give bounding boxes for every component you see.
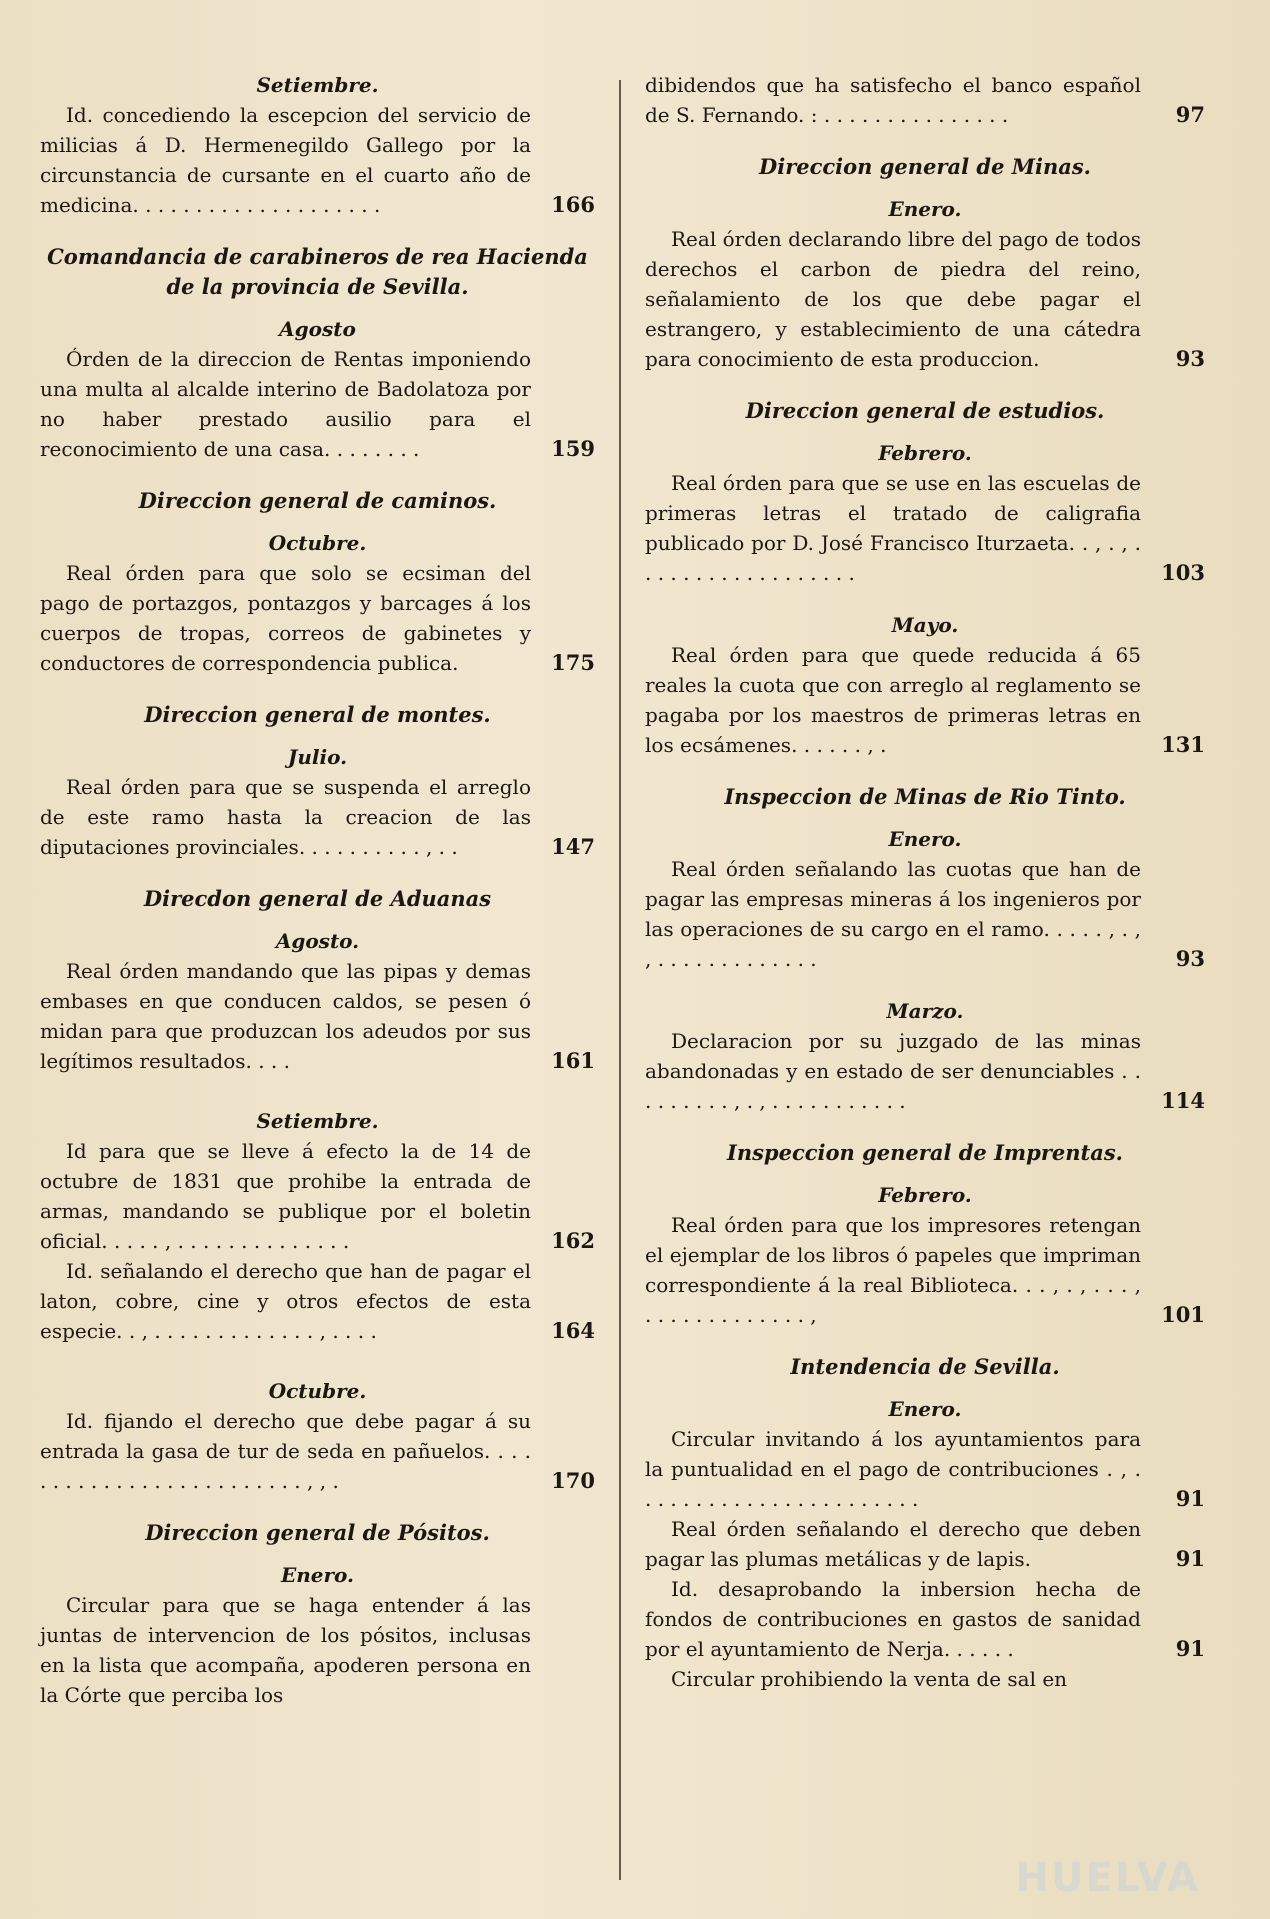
month-heading: Marzo.: [886, 999, 964, 1023]
page-number: 91: [1175, 1636, 1205, 1661]
page-number: 97: [1175, 102, 1205, 127]
page-number: 114: [1161, 1088, 1205, 1113]
index-entry: [645, 1026, 1205, 1116]
entry-text: Real órden para que quede reducida á 65 reales la cuota que con arreglo al reglamento se pagaba por los maestros de primeras letras en los ecsámenes. . . . . . , .: [645, 643, 1141, 757]
index-entry: [645, 1514, 1205, 1574]
library-watermark: HUELVA: [1015, 1855, 1200, 1901]
column-divider: [619, 80, 621, 1880]
entry-text: Órden de la direccion de Rentas imponiendo una multa al alcalde interino de Badolatoza por no haber prestado ausilio para el reconocimiento de una casa. . . . . . . .: [40, 347, 531, 461]
month-heading: Enero.: [888, 827, 962, 851]
month-heading: Enero.: [888, 1397, 962, 1421]
page-number: 93: [1175, 946, 1205, 971]
page-number: 164: [551, 1318, 595, 1343]
page-number: 91: [1175, 1546, 1205, 1571]
entry-text: Real órden para que se suspenda el arreglo de este ramo hasta la creacion de las diputaciones provinciales. . . . . . . . . . , . .: [40, 775, 531, 859]
index-entry: [645, 70, 1205, 130]
month-heading: Mayo.: [891, 613, 959, 637]
index-entry: [40, 344, 595, 464]
entry-text: Real órden señalando el derecho que deben pagar las plumas metálicas y de lapis.: [645, 1517, 1141, 1571]
page-number: 162: [551, 1228, 595, 1253]
section-heading: Intendencia de Sevilla.: [790, 1354, 1060, 1379]
page-number: 159: [551, 436, 595, 461]
entry-text: Circular invitando á los ayuntamientos para la puntualidad en el pago de contribuciones . , . . . . . . . . . . . . . . . . . . . . . . .: [645, 1427, 1141, 1511]
entry-text: Real órden para que los impresores retengan el ejemplar de los libros ó papeles que impriman correspondiente á la real Biblioteca. . . , . , . . . , . . . . . . . . . . . . . ,: [645, 1213, 1141, 1327]
month-heading: Agosto.: [275, 929, 360, 953]
page-number: 101: [1161, 1302, 1205, 1327]
entry-text: Id para que se lleve á efecto la de 14 de octubre de 1831 que prohibe la entrada de armas, mandando se publique por el boletin oficial. . . . . , . . . . . . . . . . . . . .: [40, 1139, 531, 1253]
entry-text: Real órden para que solo se ecsiman del pago de portazgos, pontazgos y barcages á los cuerpos de tropas, correos de gabinetes y conductores de correspondencia publica.: [40, 561, 531, 675]
entry-text: Id. fijando el derecho que debe pagar á su entrada la gasa de tur de seda en pañuelos. . . . . . . . . . . . . . . . . . . . . . . . . , , .: [40, 1409, 531, 1493]
page-number: 131: [1161, 732, 1205, 757]
index-entry: [40, 558, 595, 678]
index-entry: [645, 468, 1205, 588]
entry-text: Circular prohibiendo la venta de sal en: [671, 1667, 1068, 1691]
page-number: 161: [551, 1048, 595, 1073]
section-heading: Direccion general de Pósitos.: [145, 1520, 490, 1545]
page-number: 166: [551, 192, 595, 217]
month-heading: Enero.: [888, 197, 962, 221]
section-heading: Direccion general de montes.: [144, 702, 491, 727]
section-heading: Direcdon general de Aduanas: [143, 886, 492, 911]
page-number: 93: [1175, 346, 1205, 371]
month-heading: Setiembre.: [256, 73, 379, 97]
entry-text: Id. señalando el derecho que han de pagar el laton, cobre, cine y otros efectos de esta especie. . , . . . . . . . . . . . . . , . . . .: [40, 1259, 531, 1343]
section-heading: Inspeccion general de Imprentas.: [727, 1140, 1123, 1165]
month-heading: Julio.: [287, 745, 348, 769]
entry-text: Real órden mandando que las pipas y demas embases en que conducen caldos, se pesen ó midan para que produzcan los adeudos por sus legítimos resultados. . . .: [40, 959, 531, 1073]
entry-text: Circular para que se haga entender á las juntas de intervencion de los pósitos, inclusas en la lista que acompaña, apoderen persona en la Córte que perciba los: [40, 1593, 531, 1707]
page-number: 147: [551, 834, 595, 859]
section-heading: Direccion general de caminos.: [138, 488, 497, 513]
entry-text: Real órden para que se use en las escuelas de primeras letras el tratado de caligrafia publicado por D. José Francisco Iturzaeta. . , . , . . . . . . . . . . . . . . . . . .: [645, 471, 1141, 585]
index-entry: [40, 1256, 595, 1346]
index-entry: [645, 224, 1205, 374]
index-entry: [645, 1574, 1205, 1664]
page-number: 103: [1161, 560, 1205, 585]
section-heading: Direccion general de estudios.: [745, 398, 1105, 423]
month-heading: Agosto: [279, 317, 356, 341]
index-entry: [645, 1664, 1205, 1694]
entry-text: Declaracion por su juzgado de las minas abandonadas y en estado de ser denunciables . . . . . . . . . , . , . . . . . . . . . . .: [645, 1029, 1141, 1113]
month-heading: Octubre.: [268, 531, 367, 555]
index-entry: [40, 100, 595, 220]
entry-text: Id. concediendo la escepcion del servicio de milicias á D. Hermenegildo Gallego por la circunstancia de cursante en el cuarto año de medicina. . . . . . . . . . . . . . . . . . . .: [40, 103, 531, 217]
month-heading: Febrero.: [878, 1183, 972, 1207]
index-entry: [40, 1590, 595, 1710]
section-heading: Comandancia de carabineros de rea Hacienda de la provincia de Sevilla.: [47, 244, 588, 299]
month-heading: Setiembre.: [256, 1109, 379, 1133]
entry-text: Real órden señalando las cuotas que han de pagar las empresas mineras á los ingenieros por las operaciones de su cargo en el ramo. . . . . , . , , . . . . . . . . . . . . .: [645, 857, 1141, 971]
section-heading: Inspeccion de Minas de Rio Tinto.: [724, 784, 1126, 809]
index-entry: [645, 1424, 1205, 1514]
page-number: 91: [1175, 1486, 1205, 1511]
month-heading: Enero.: [281, 1563, 354, 1587]
entry-text: dibidendos que ha satisfecho el banco español de S. Fernando. : . . . . . . . . . . . . . . .: [645, 73, 1141, 127]
right-column: [645, 70, 1205, 1694]
index-entry: [40, 956, 595, 1076]
entry-text: Id. desaprobando la inbersion hecha de fondos de contribuciones en gastos de sanidad por el ayuntamiento de Nerja. . . . . .: [645, 1577, 1141, 1661]
index-entry: [40, 772, 595, 862]
entry-text: Real órden declarando libre del pago de todos derechos el carbon de piedra del reino, señalamiento de los que debe pagar el estrangero, y establecimiento de una cátedra para conocimiento de esta produccion.: [645, 227, 1141, 371]
month-heading: Febrero.: [878, 441, 972, 465]
index-entry: [40, 1136, 595, 1256]
section-heading: Direccion general de Minas.: [759, 154, 1091, 179]
page-number: 175: [551, 650, 595, 675]
index-entry: [645, 854, 1205, 974]
index-entry: [40, 1406, 595, 1496]
left-column: [40, 70, 595, 1710]
index-entry: [645, 640, 1205, 760]
month-heading: Octubre.: [268, 1379, 367, 1403]
page-number: 170: [551, 1468, 595, 1493]
index-entry: [645, 1210, 1205, 1330]
